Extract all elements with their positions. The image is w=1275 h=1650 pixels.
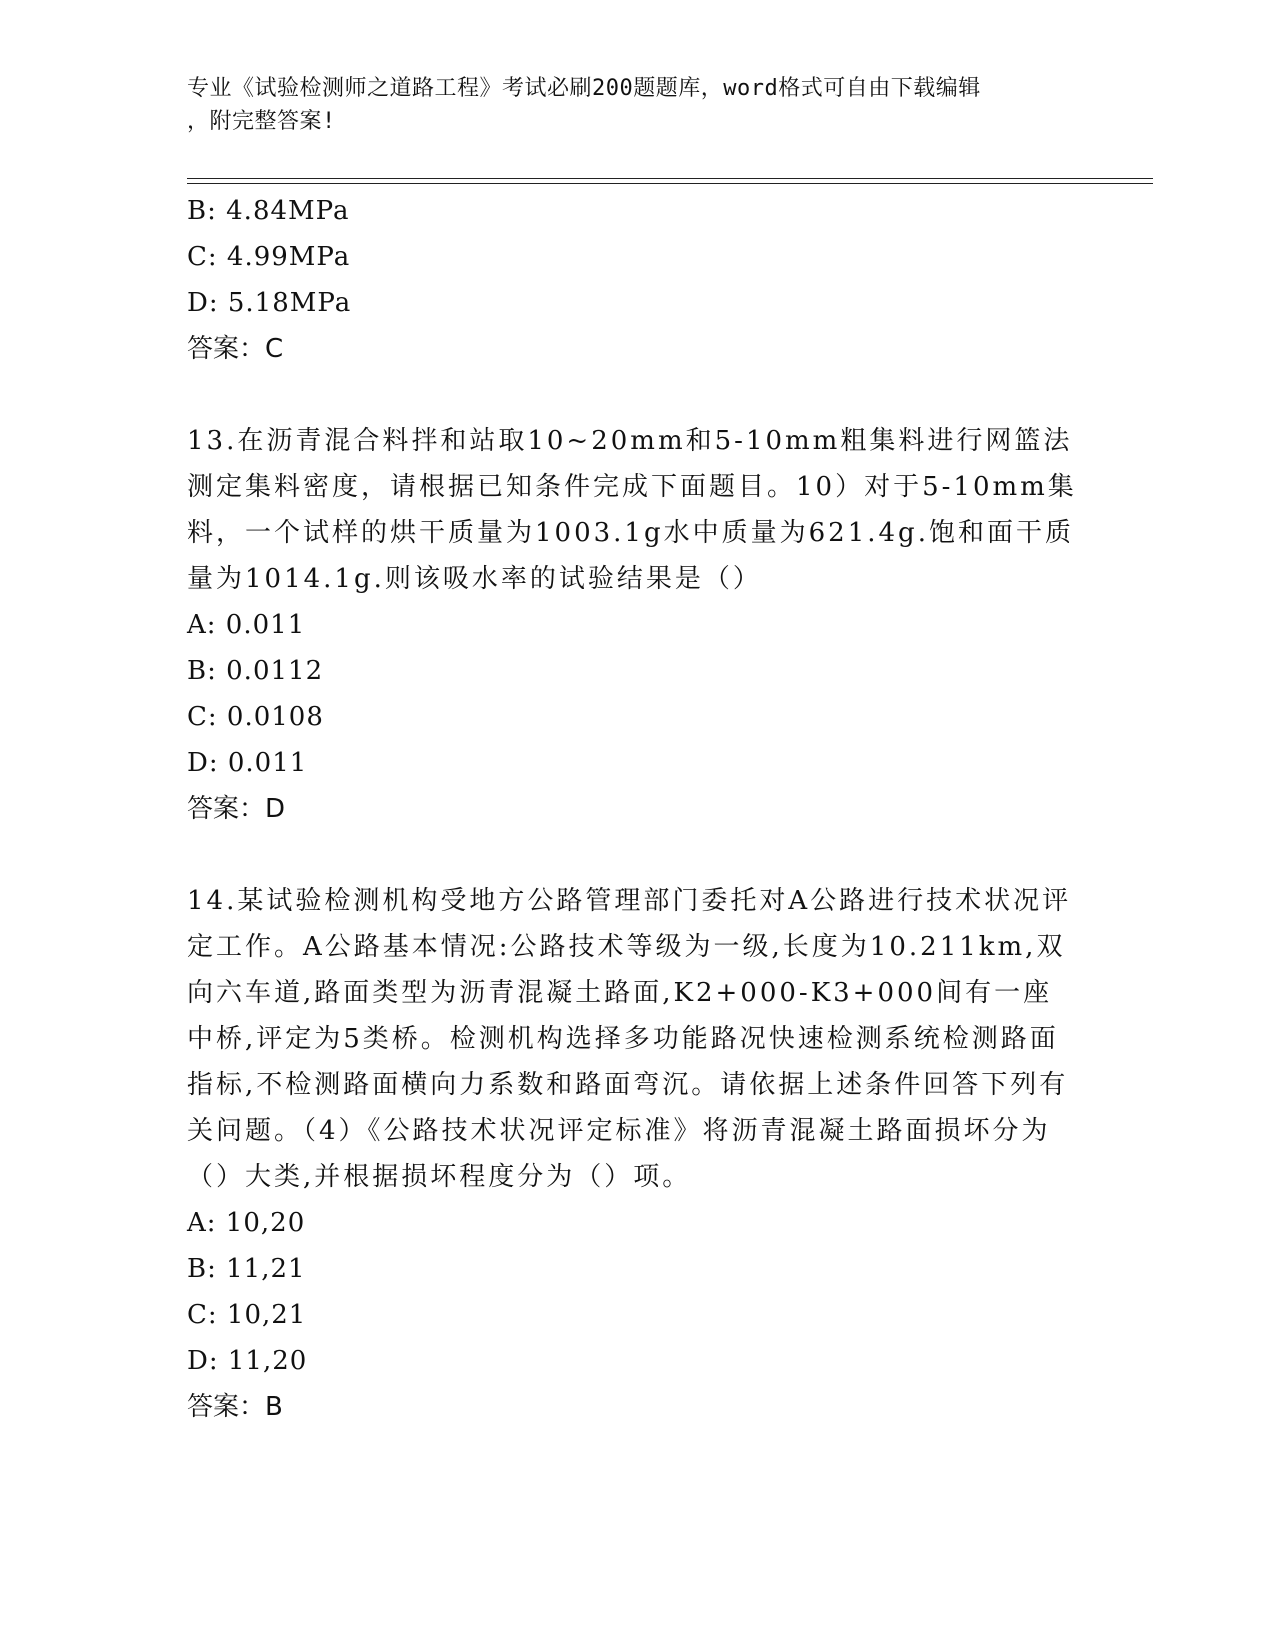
document-header xyxy=(187,72,1067,138)
header-rule-bottom xyxy=(187,183,1153,184)
header-line-1: 专业《试验检测师之道路工程》考试必刷200题题库，word格式可自由下载编辑 xyxy=(187,76,981,101)
option-c: C: 4.99MPa xyxy=(187,242,351,272)
answer-label: 答案：C xyxy=(187,334,284,364)
spacer xyxy=(187,832,1087,878)
option-d: D: 0.011 xyxy=(187,748,308,778)
option-d: D: 5.18MPa xyxy=(187,288,352,318)
header-line-2: ，附完整答案! xyxy=(187,109,336,134)
option-a: A: 0.011 xyxy=(187,610,306,640)
answer-label: 答案：D xyxy=(187,794,286,824)
option-b: B: 4.84MPa xyxy=(187,196,350,226)
question-list xyxy=(187,188,1087,1430)
question-12 xyxy=(187,188,1087,372)
answer-label: 答案：B xyxy=(187,1392,283,1422)
option-b: B: 11,21 xyxy=(187,1254,306,1284)
question-stem: 13.在沥青混合料拌和站取10~20mm和5-10mm粗集料进行网篮法测定集料密度，请根据已知条件完成下面题目。10）对于5-10mm集料，一个试样的烘干质量为1003.1g水中质量为621.4g.饱和面干质量为1014.1g.则该吸水率的试验结果是（） xyxy=(187,426,1077,594)
option-c: C: 10,21 xyxy=(187,1300,307,1330)
question-13 xyxy=(187,418,1087,832)
option-b: B: 0.0112 xyxy=(187,656,324,686)
question-stem: 14.某试验检测机构受地方公路管理部门委托对A公路进行技术状况评定工作。A公路基本情况:公路技术等级为一级,长度为10.211km,双向六车道,路面类型为沥青混凝土路面,K2+000-K3+000间有一座中桥,评定为5类桥。检测机构选择多功能路况快速检测系统检测路面指标,不检测路面横向力系数和路面弯沉。请依据上述条件回答下列有关问题。（4）《公路技术状况评定标准》将沥青混凝土路面损坏分为（）大类,并根据损坏程度分为（）项。 xyxy=(187,886,1072,1192)
option-c: C: 0.0108 xyxy=(187,702,324,732)
option-a: A: 10,20 xyxy=(187,1208,306,1238)
spacer xyxy=(187,372,1087,418)
option-d: D: 11,20 xyxy=(187,1346,308,1376)
question-14 xyxy=(187,878,1087,1430)
header-rule-top xyxy=(187,178,1153,179)
